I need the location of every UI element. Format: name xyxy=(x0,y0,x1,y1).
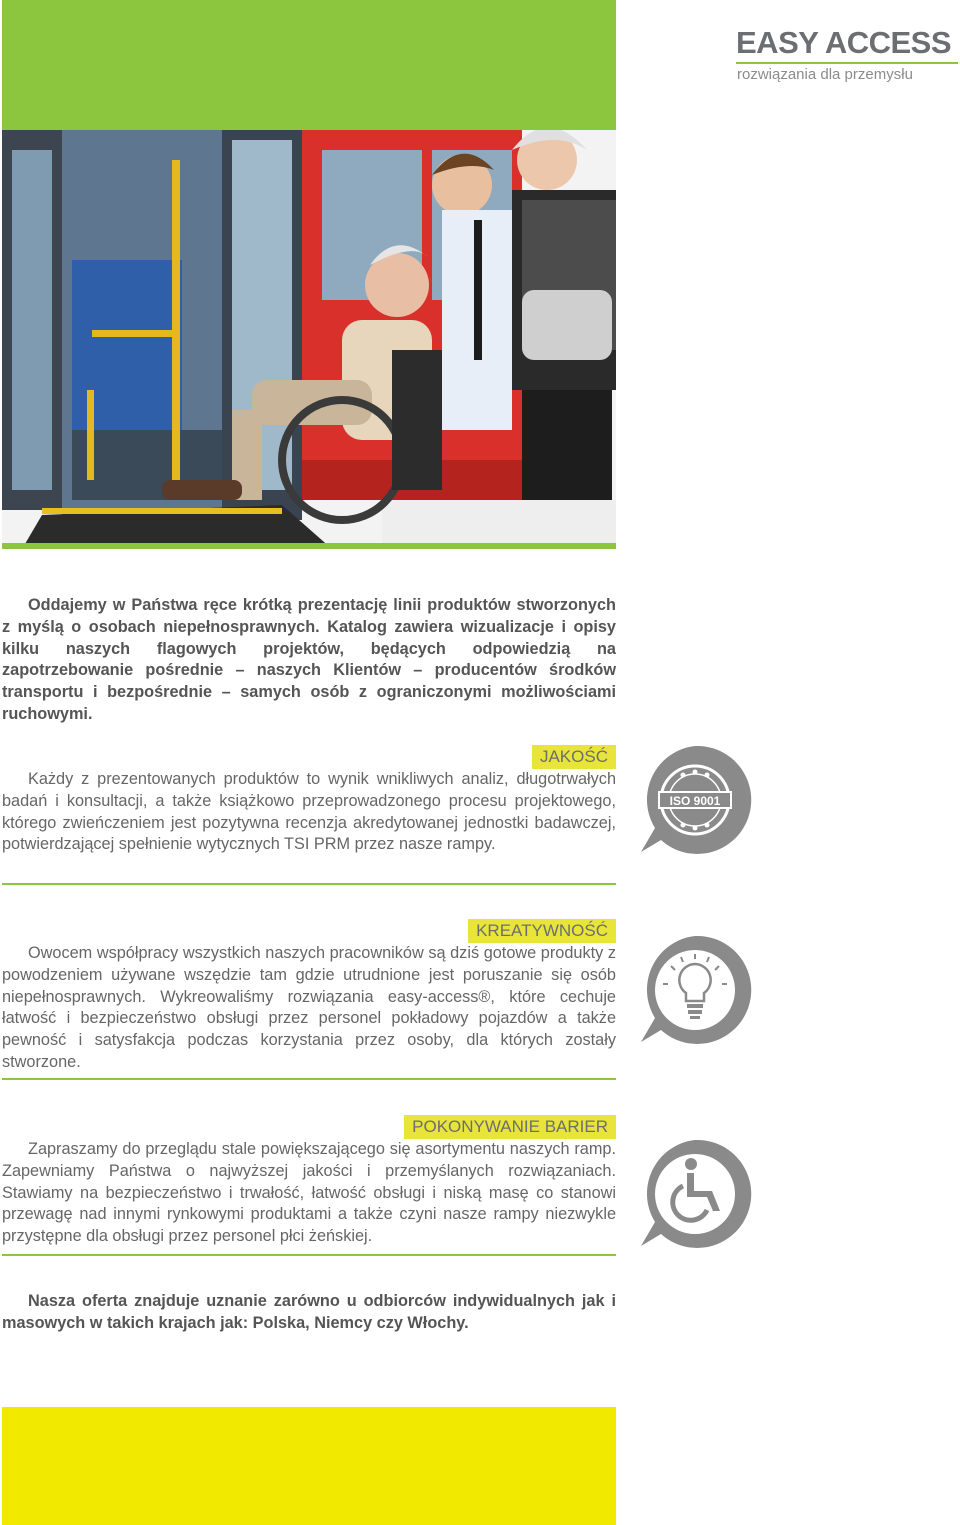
section-text-kreatywnosc: Owocem współpracy wszystkich naszych pracowników są dziś gotowe produkty z powodzeniem używane wszędzie tam gdzie utrudnione jest poruszanie się osób niepełnosprawnych. Wykreowaliśmy rozwiązania easy-access®, które cechuje łatwość i bezpieczeństwo obsługi przez personel pokładowy pojazdów a także pewność i satysfakcja podczas korzystania przez osoby, dla których zostały stworzone. xyxy=(2,944,616,1071)
wheelchair-icon xyxy=(637,1136,753,1252)
section-text-jakosc: Każdy z prezentowanych produktów to wynik wnikliwych analiz, długotrwałych badań i konsultacji, a także książkowo przeprowadzonego procesu projektowego, którego zwieńczeniem jest pozytywna recenzja akredytowanej jednostki badawczej, potwierdzającej spełnienie wytycznych TSI PRM przez nasze rampy. xyxy=(2,770,616,854)
section-text-pokonywanie-barier: Zapraszamy do przeglądu stale powiększającego się asortymentu naszych ramp. Zapewniamy Państwa o najwyższej jakości i przemyślanych rozwiązaniach. Stawiamy na bezpieczeństwo i trwałość, łatwość obsługi i niską masę co stanowi przewagę nad innymi rynkowymi produktami a także czyni nasze rampy niezwykle przystępne dla obsługi przez personel płci żeńskiej. xyxy=(2,1140,616,1246)
intro-paragraph: Oddajemy w Państwa ręce krótką prezentację linii produktów stworzonych z myślą o osobach niepełnosprawnych. Katalog zawiera wizualizacje i opisy kilku naszych flagowych projektów, będących odpowiedzią na zapotrzebowanie pośrednie – naszych Klientów – producentów środków transportu i bezpośrednie – samych osób z ograniczonymi możliwościami ruchowymi. xyxy=(2,596,616,723)
brand-underline xyxy=(736,62,958,64)
iso-label: ISO 9001 xyxy=(669,794,721,808)
top-green-banner xyxy=(2,0,616,130)
hero-photo xyxy=(2,130,616,549)
hero-bottom-line xyxy=(2,543,616,549)
bottom-yellow-banner xyxy=(2,1407,616,1525)
section-heading-jakosc: JAKOŚĆ xyxy=(532,745,616,769)
section-heading-kreatywnosc: KREATYWNOŚĆ xyxy=(468,919,616,943)
brand-title: EASY ACCESS xyxy=(736,25,952,60)
closing-paragraph: Nasza oferta znajduje uznanie zarówno u odbiorców indywidualnych jak i masowych w takich krajach jak: Polska, Niemcy czy Włochy. xyxy=(2,1292,616,1332)
section-heading-pokonywanie-barier: POKONYWANIE BARIER xyxy=(404,1115,616,1139)
lightbulb-icon xyxy=(637,932,753,1048)
section-divider xyxy=(2,1078,616,1080)
brand-subtitle: rozwiązania dla przemysłu xyxy=(737,66,913,83)
hero-photo-illustration xyxy=(2,130,616,549)
section-divider xyxy=(2,1254,616,1256)
iso-9001-icon xyxy=(637,742,753,858)
section-divider xyxy=(2,883,616,885)
